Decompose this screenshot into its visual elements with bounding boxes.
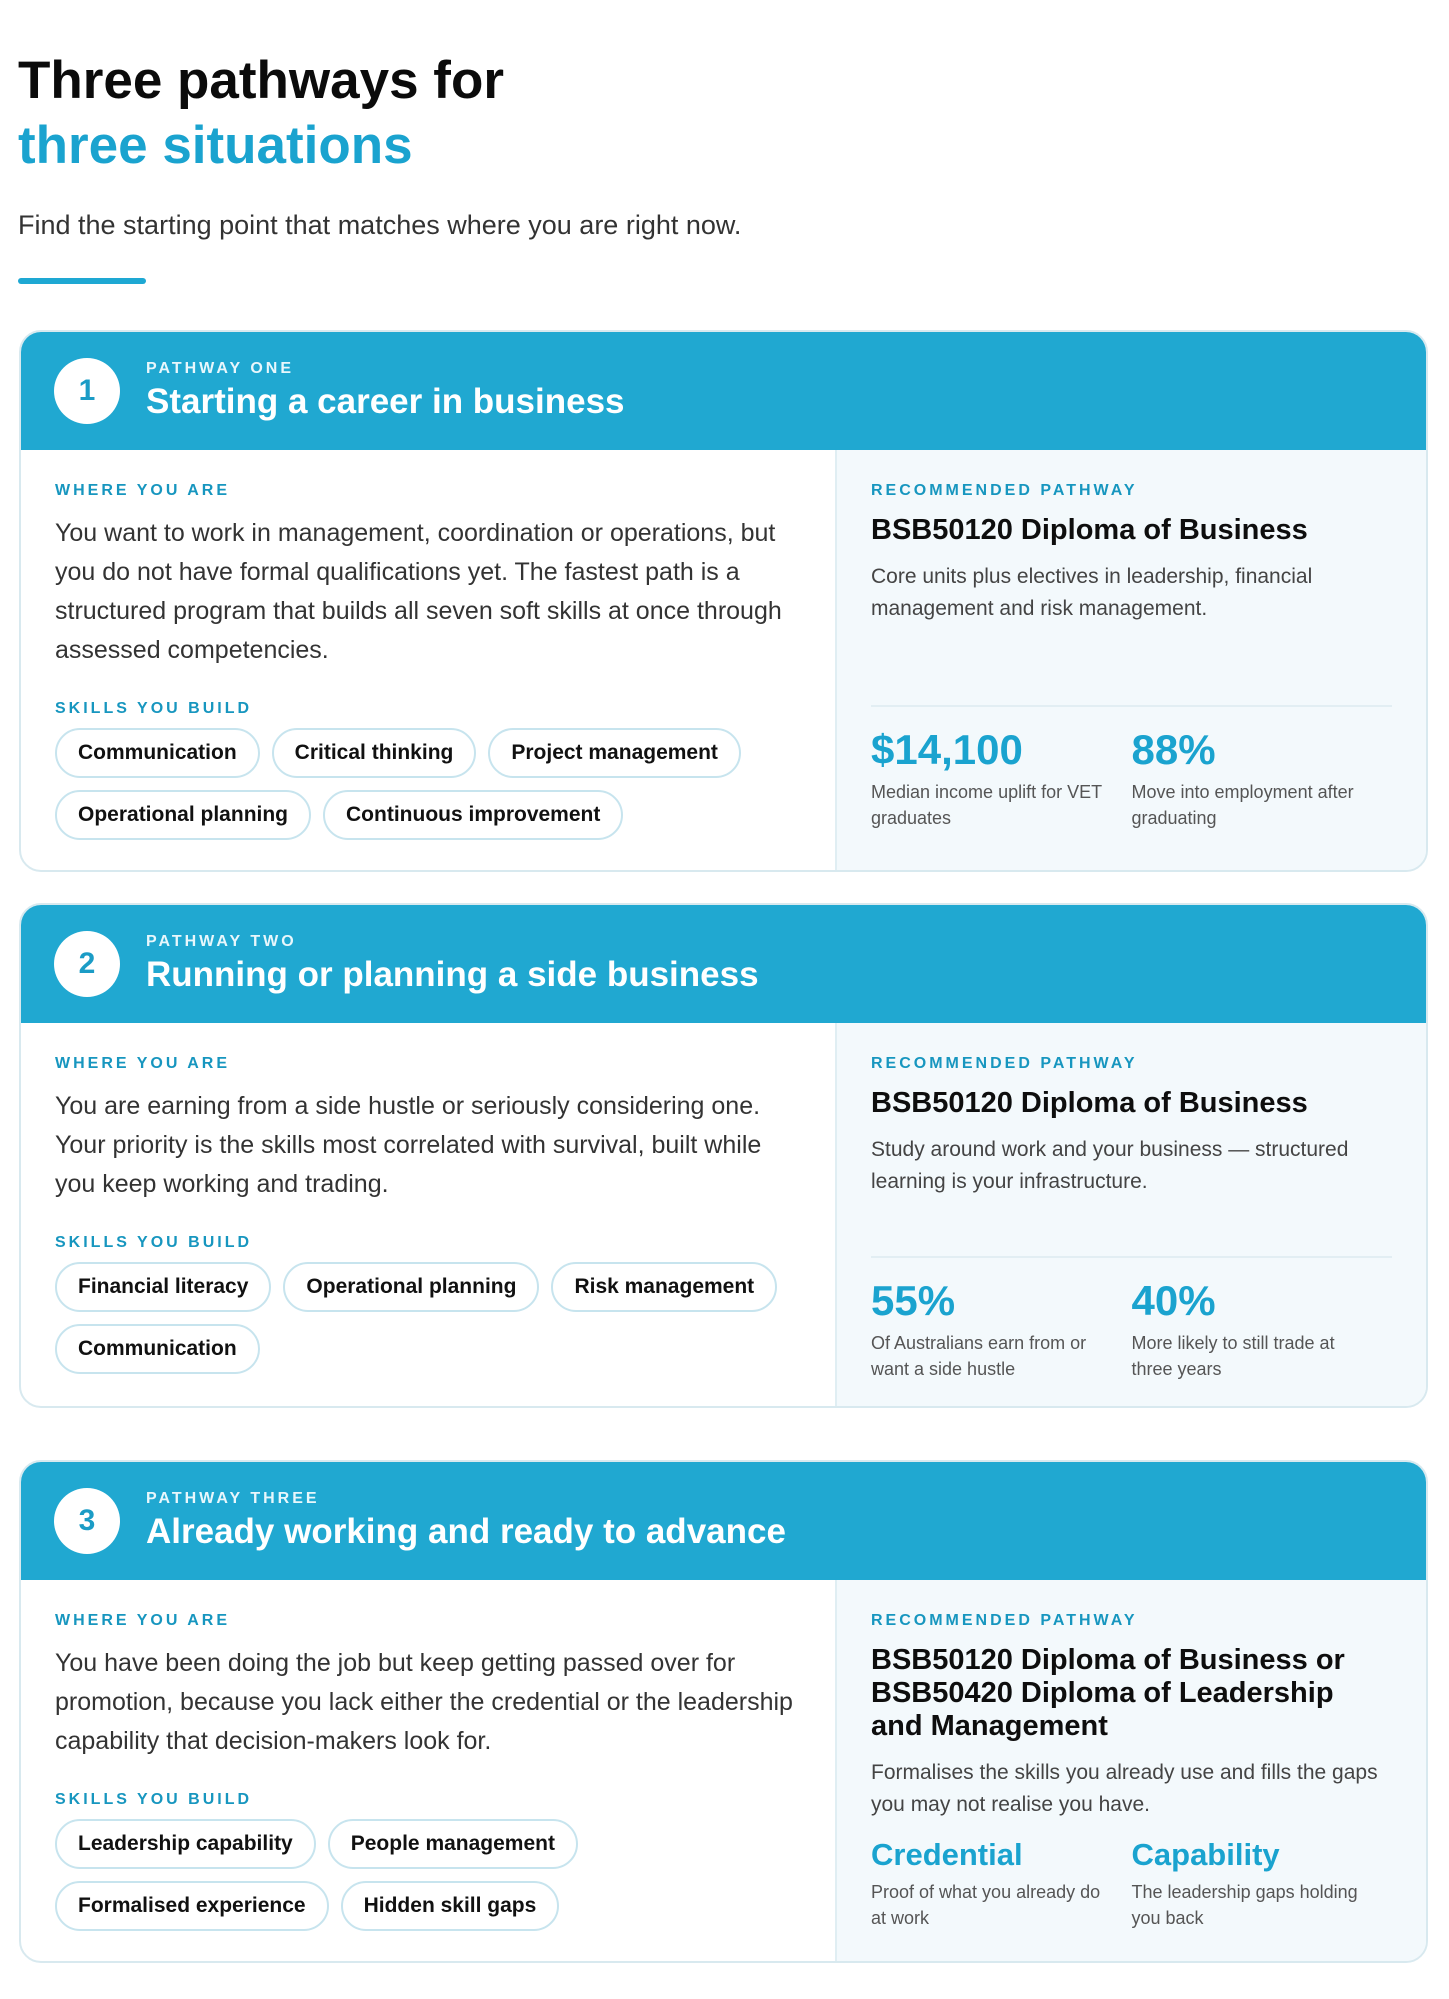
stat-caption: Median income uplift for VET graduates: [871, 782, 1102, 828]
where-label: WHERE YOU ARE: [55, 1055, 231, 1072]
skill-chip: Hidden skill gaps: [341, 1881, 560, 1931]
stat-value: 55%: [871, 1277, 956, 1324]
skill-chip: Critical thinking: [272, 728, 477, 778]
stat-value: 40%: [1131, 1277, 1216, 1324]
stats-row: [871, 1835, 1392, 1931]
stat: [871, 725, 1132, 831]
pathway-card-2: [19, 903, 1428, 1408]
where-you-are-panel: [21, 1023, 837, 1406]
where-you-are-panel: [21, 1580, 837, 1961]
pathway-number-badge: 3: [54, 1488, 120, 1554]
recommended-title: BSB50120 Diploma of Business: [871, 1087, 1308, 1119]
stat: [1132, 1276, 1393, 1382]
stat: [871, 1276, 1132, 1382]
stat-value: $14,100: [871, 726, 1023, 773]
recommended-description: Formalises the skills you already use and fills the gaps you may not realise you have.: [871, 1761, 1378, 1816]
pathway-title: Starting a career in business: [146, 382, 625, 421]
skills-label: SKILLS YOU BUILD: [55, 1234, 253, 1251]
skills-label: SKILLS YOU BUILD: [55, 700, 253, 717]
where-text: You have been doing the job but keep getting passed over for promotion, because you lack either the credential or the leadership capability that decision-makers look for.: [55, 1649, 793, 1755]
pathway-title: Running or planning a side business: [146, 955, 759, 994]
skill-chip: Continuous improvement: [323, 790, 623, 840]
stat-value: Capability: [1131, 1837, 1280, 1872]
pathway-number-badge: 1: [54, 358, 120, 424]
stat: [1132, 1835, 1393, 1931]
skills-label: SKILLS YOU BUILD: [55, 1791, 253, 1808]
recommended-title: BSB50120 Diploma of Business: [871, 514, 1308, 546]
skills-list: [55, 728, 801, 840]
accent-divider: [18, 278, 146, 284]
pathway-card-1: [19, 330, 1428, 872]
recommended-label: RECOMMENDED PATHWAY: [871, 482, 1138, 499]
stats-row: [871, 705, 1392, 831]
pathway-header: [21, 905, 1426, 1023]
recommended-label: RECOMMENDED PATHWAY: [871, 1612, 1138, 1629]
where-label: WHERE YOU ARE: [55, 1612, 231, 1629]
skill-chip: Financial literacy: [55, 1262, 271, 1312]
where-you-are-panel: [21, 450, 837, 870]
recommended-panel: [837, 1580, 1426, 1961]
pathway-kicker: PATHWAY TWO: [146, 933, 297, 950]
recommended-label: RECOMMENDED PATHWAY: [871, 1055, 1138, 1072]
stat: [871, 1835, 1132, 1931]
stat-caption: Proof of what you already do at work: [871, 1882, 1101, 1928]
where-text: You are earning from a side hustle or seriously considering one. Your priority is the skills most correlated with survival, built while you keep working and trading.: [55, 1092, 762, 1198]
recommended-description: Core units plus electives in leadership, financial management and risk management.: [871, 565, 1313, 620]
page-title: [18, 48, 741, 178]
pathway-title: Already working and ready to advance: [146, 1512, 786, 1551]
recommended-panel: [837, 450, 1426, 870]
skill-chip: Communication: [55, 1324, 260, 1374]
skill-chip: Project management: [488, 728, 741, 778]
stats-row: [871, 1256, 1392, 1382]
skill-chip: Risk management: [551, 1262, 777, 1312]
skill-chip: Operational planning: [55, 790, 311, 840]
stat-caption: Move into employment after graduating: [1131, 782, 1354, 828]
pathway-kicker: PATHWAY THREE: [146, 1490, 320, 1507]
pathway-card-3: [19, 1460, 1428, 1963]
pathway-kicker: PATHWAY ONE: [146, 360, 294, 377]
hero: [18, 48, 741, 284]
page-title-line2: three situations: [18, 116, 413, 175]
stat-caption: Of Australians earn from or want a side hustle: [871, 1333, 1087, 1379]
skill-chip: Formalised experience: [55, 1881, 329, 1931]
page-title-line1: Three pathways for: [18, 51, 504, 110]
pathway-header: [21, 1462, 1426, 1580]
skill-chip: Leadership capability: [55, 1819, 316, 1869]
stat-caption: More likely to still trade at three years: [1131, 1333, 1335, 1379]
skill-chip: Communication: [55, 728, 260, 778]
skill-chip: Operational planning: [283, 1262, 539, 1312]
where-label: WHERE YOU ARE: [55, 482, 231, 499]
skills-list: [55, 1262, 801, 1374]
where-text: You want to work in management, coordination or operations, but you do not have formal qualifications yet. The fastest path is a structured program that builds all seven soft skills at once through assessed competencies.: [55, 519, 782, 664]
recommended-description: Study around work and your business — structured learning is your infrastructure.: [871, 1138, 1349, 1193]
stat-value: 88%: [1131, 726, 1216, 773]
page-subtitle: Find the starting point that matches where you are right now.: [18, 210, 742, 240]
stat-caption: The leadership gaps holding you back: [1131, 1882, 1358, 1928]
skill-chip: People management: [328, 1819, 578, 1869]
recommended-panel: [837, 1023, 1426, 1406]
stat-value: Credential: [871, 1837, 1023, 1872]
stat: [1132, 725, 1393, 831]
pathway-number-badge: 2: [54, 931, 120, 997]
recommended-title: BSB50120 Diploma of Business or BSB50420 Diploma of Leadership and Management: [871, 1644, 1345, 1742]
skills-list: [55, 1819, 801, 1931]
pathway-header: [21, 332, 1426, 450]
